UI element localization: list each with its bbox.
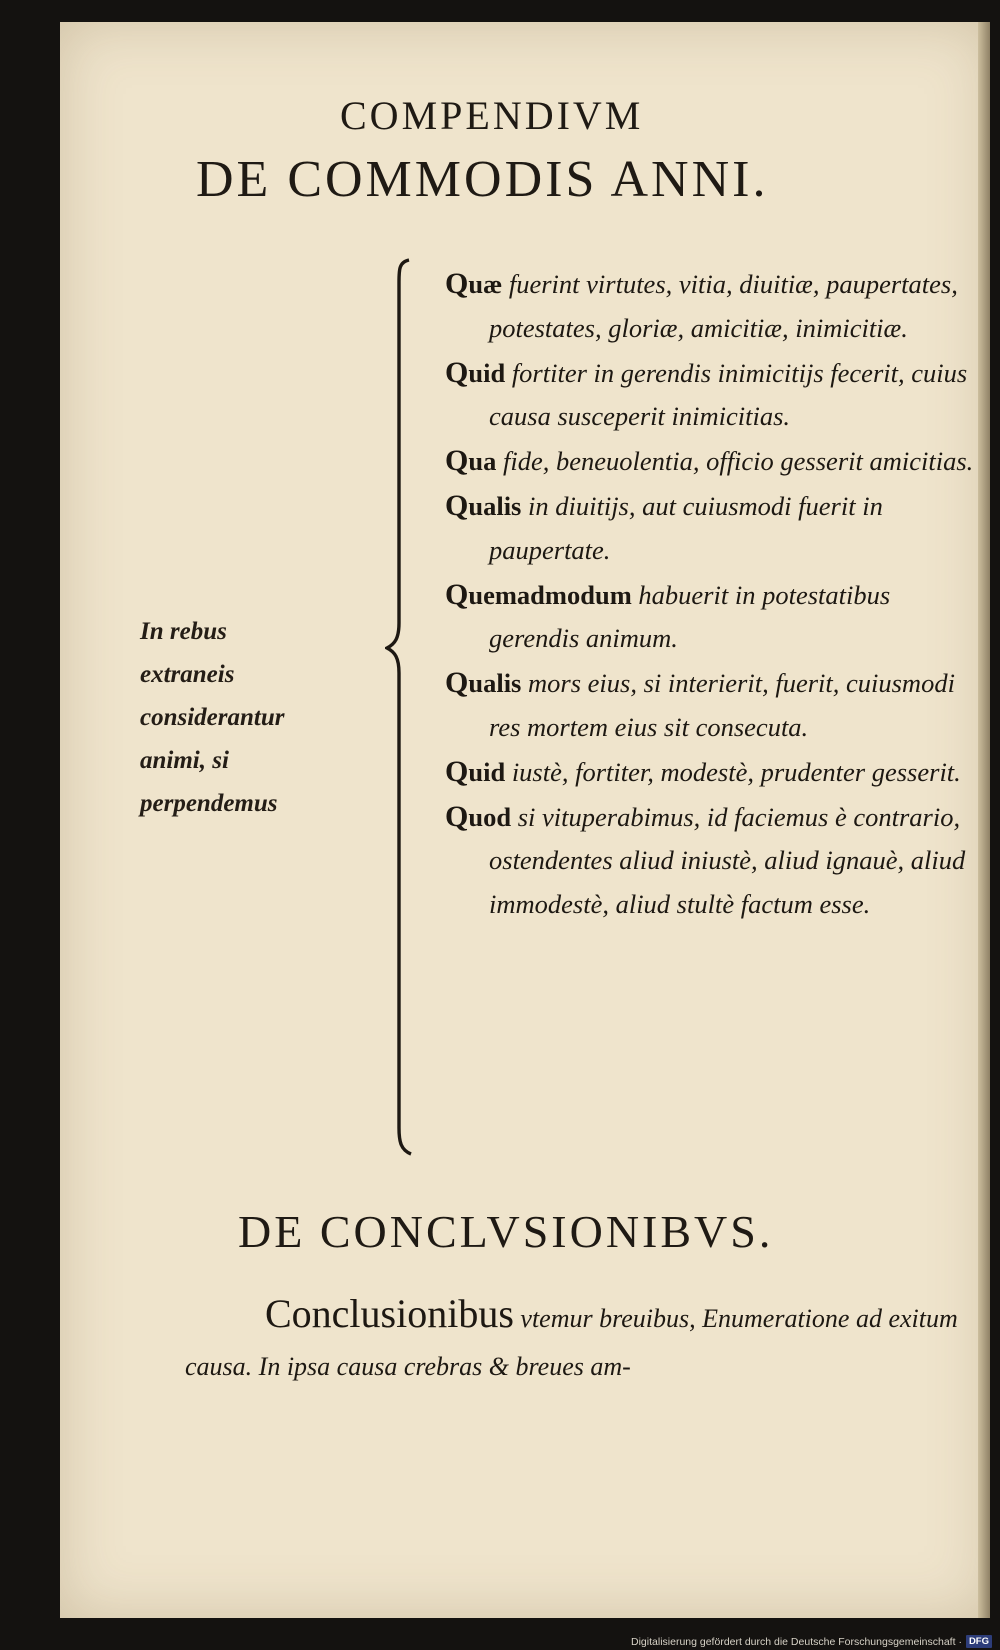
entry-text: habuerit in potestatibus gerendis animum. <box>489 579 891 654</box>
entry-lead: uæ <box>468 269 503 299</box>
entry-text: iustè, fortiter, modestè, prudenter gesserit. <box>505 756 961 787</box>
list-item <box>445 351 980 440</box>
entry-lead: uid <box>468 357 506 388</box>
marginal-note: In rebus extraneis considerantur animi, si perpendemus <box>140 618 285 817</box>
entry-text: mors eius, si interierit, fuerit, cuiusmodi res mortem eius sit consecuta. <box>489 668 955 742</box>
initial-letter: Q <box>445 444 469 478</box>
entry-text: si vituperabimus, id faciemus è contrario, ostendentes aliud iniustè, aliud ignauè, aliud immodestè, aliud stultè factum esse. <box>489 801 966 920</box>
list-item <box>445 484 980 573</box>
entry-lead: ua <box>468 446 497 477</box>
paragraph-text: vtemur breuibus, Enumeratione ad exitum causa. In ipsa causa crebras & breues am- <box>185 1304 958 1381</box>
initial-letter: Q <box>445 355 469 389</box>
entry-lead: ualis <box>468 668 522 699</box>
footer-credit: Digitalisierung gefördert durch die Deutsche Forschungsgemeinschaft · <box>631 1635 962 1648</box>
body-paragraph <box>185 1290 975 1391</box>
list-item <box>445 750 980 795</box>
entry-text: fuerint virtutes, vitia, diuitiæ, paupertates, potestates, gloriæ, amicitiæ, inimicitiæ. <box>489 269 958 343</box>
entry-lead: ualis <box>468 490 522 521</box>
entry-lead: uemadmodum <box>468 579 632 610</box>
entry-text: in diuitijs, aut cuiusmodi fuerit in paupertate. <box>489 490 883 565</box>
initial-letter: Q <box>445 799 469 833</box>
entry-text: fide, beneuolentia, officio gesserit amicitias. <box>496 446 974 477</box>
initial-letter: Q <box>445 267 469 300</box>
initial-letter: Q <box>445 666 469 700</box>
entry-lead: uod <box>468 801 512 832</box>
initial-letter: Q <box>445 754 469 788</box>
curly-brace-icon <box>385 258 425 1158</box>
list-item <box>445 439 980 484</box>
digitization-footer <box>631 1635 992 1648</box>
entry-lead: uid <box>468 756 506 787</box>
paragraph-initial: Conclusionibus <box>265 1291 514 1336</box>
dfg-logo: DFG <box>966 1635 992 1648</box>
section-heading: DE CONCLVSIONIBVS. <box>238 1206 774 1257</box>
running-title: COMPENDIVM <box>340 93 644 138</box>
list-item <box>445 262 980 351</box>
list-item <box>445 795 980 927</box>
list-item <box>445 573 980 662</box>
entries-list <box>445 262 980 927</box>
list-item <box>445 661 980 750</box>
initial-letter: Q <box>445 488 469 522</box>
entry-text: fortiter in gerendis inimicitijs fecerit, cuius causa susceperit inimicitias. <box>489 357 968 432</box>
page-subtitle: DE COMMODIS ANNI. <box>196 151 769 208</box>
initial-letter: Q <box>445 577 469 611</box>
